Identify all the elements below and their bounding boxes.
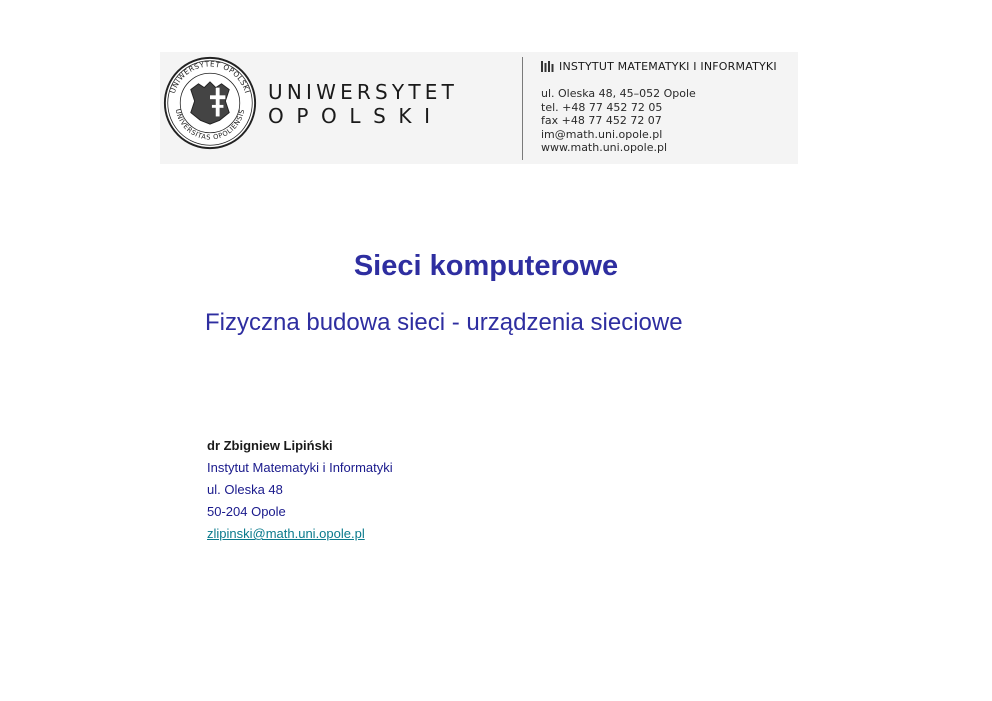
header-divider <box>522 57 523 160</box>
author-name: dr Zbigniew Lipiński <box>207 438 333 453</box>
bars-logo-icon <box>541 61 555 72</box>
page-subtitle: Fizyczna budowa sieci - urządzenia sieciowe <box>205 309 683 336</box>
university-name-line1: UNIWERSYTET <box>268 80 458 104</box>
institute-name: INSTYTUT MATEMATYKI I INFORMATYKI <box>559 60 777 73</box>
institute-contact <box>541 87 696 155</box>
svg-text:UNIWERSYTET OPOLSKI: UNIWERSYTET OPOLSKI <box>167 59 253 95</box>
svg-text:UNIVERSITAS OPOLIENSIS: UNIVERSITAS OPOLIENSIS <box>173 108 247 142</box>
author-block <box>207 435 393 545</box>
university-seal-icon <box>162 55 258 151</box>
contact-address: ul. Oleska 48, 45–052 Opole <box>541 87 696 100</box>
university-name <box>268 80 458 128</box>
page-title: Sieci komputerowe <box>353 250 619 282</box>
author-city: 50-204 Opole <box>207 504 286 519</box>
contact-fax: fax +48 77 452 72 07 <box>541 114 662 127</box>
institute-title <box>541 60 777 73</box>
author-email-link[interactable]: zlipinski@math.uni.opole.pl <box>207 526 365 541</box>
contact-email: im@math.uni.opole.pl <box>541 127 663 141</box>
author-affiliation: Instytut Matematyki i Informatyki <box>207 460 393 475</box>
contact-phone: tel. +48 77 452 72 05 <box>541 100 663 114</box>
author-street: ul. Oleska 48 <box>207 482 283 497</box>
contact-website: www.math.uni.opole.pl <box>541 141 668 154</box>
university-name-line2: OPOLSKI <box>268 104 443 128</box>
